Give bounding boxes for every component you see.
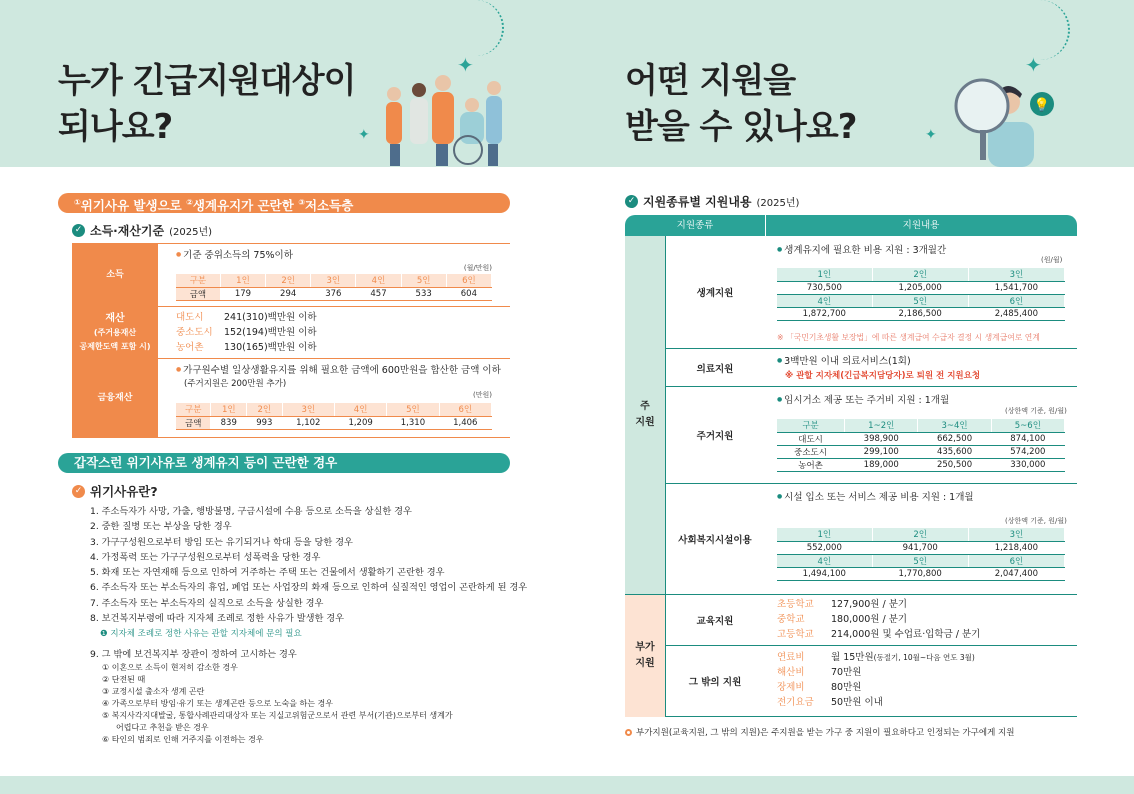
left-title-line-2: 되나요? <box>58 107 173 147</box>
sparkle-icon: ✦ <box>358 127 370 143</box>
living-note: ※ 「국민기초생활 보장법」에 따른 생계급여 수급자 결정 시 생계급여로 연계 <box>777 333 1040 342</box>
other-item: 장제비 80만원 <box>777 682 862 693</box>
sub-list-item: 어렵다고 추천을 받은 경우 <box>116 722 209 732</box>
welfare-support-desc: ● 시설 입소 또는 서비스 제공 비용 지원 : 1개월 <box>777 490 974 505</box>
right-page-title <box>625 58 856 150</box>
medical-support-row <box>665 349 1077 387</box>
other-support-name: 그 밖의 지원 <box>688 677 742 688</box>
sub-list-item: ④ 가족으로부터 방임·유기 또는 생계곤란 등으로 노숙을 하는 경우 <box>102 698 333 708</box>
list-item: 6. 주소득자 또는 부소득자의 휴업, 폐업 또는 사업장의 화재 등으로 인하여 실질적인 영업이 곤란하게 된 경우 <box>90 582 528 594</box>
sparkle-icon: ✦ <box>925 127 937 143</box>
sub-list-item: ② 단전된 때 <box>102 674 146 684</box>
other-item: 전기요금 50만원 이내 <box>777 697 883 708</box>
property-list <box>176 310 317 355</box>
property-item: 중소도시 152(194)백만원 이하 <box>176 327 317 338</box>
right-title-line-1: 어떤 지원을 <box>625 61 796 101</box>
living-support-desc: ● 생계유지에 필요한 비용 지원 : 3개월간 <box>777 243 946 258</box>
circle-bullet-icon <box>625 729 632 736</box>
column-header: 지원내용 <box>902 220 940 231</box>
medical-support-name: 의료지원 <box>696 363 734 375</box>
welfare-support-row <box>665 484 1077 594</box>
education-item: 초등학교 127,900원 / 분기 <box>777 599 908 610</box>
medical-note: ※ 관할 지자체(긴급복지담당자)로 퇴원 전 지원요청 <box>785 371 981 381</box>
crisis-note: ❶ 지자체 조례로 정한 사유는 관할 지자체에 문의 필요 <box>100 629 302 640</box>
footer-band <box>0 776 1134 794</box>
property-item: 농어촌 130(165)백만원 이하 <box>176 342 317 353</box>
living-support-row <box>665 236 1077 349</box>
other-support-row <box>665 646 1077 717</box>
other-item: 연료비 월 15만원 (동절기, 10월~다음 연도 3월) <box>777 652 975 663</box>
list-item: 7. 주소득자 또는 부소득자의 실직으로 소득을 상실한 경우 <box>90 597 324 609</box>
list-item: 3. 가구구성원으로부터 방임 또는 유기되거나 학대 등을 당한 경우 <box>90 536 353 548</box>
living-support-name: 생계지원 <box>696 288 734 299</box>
sub-list-item: ⑥ 타인의 범죄로 인해 거주지를 이전하는 경우 <box>102 734 264 744</box>
welfare-unit: (상한액 기준, 원/월) <box>1005 517 1067 525</box>
sparkle-icon: ✦ <box>1025 53 1042 77</box>
sub-list-item: ① 이혼으로 소득이 현저히 감소한 경우 <box>102 662 238 672</box>
income-row <box>72 243 510 307</box>
sub-list-item: ③ 교정시설 출소자 생계 곤란 <box>102 686 205 696</box>
education-support-row <box>665 594 1077 646</box>
list-item: 2. 중한 질병 또는 부상을 당한 경우 <box>90 521 232 533</box>
criteria-heading: ✓ 소득·재산기준 (2025년) <box>72 222 212 239</box>
income-criterion: ● 기준 중위소득의 75%이하 <box>176 248 293 263</box>
people-group-illustration <box>380 72 510 168</box>
list-item: 1. 주소득자가 사망, 가출, 행방불명, 구금시설에 수용 등으로 소득을 상실한 경우 <box>90 506 412 517</box>
left-page-title <box>58 58 355 150</box>
check-circle-icon: ✓ <box>625 195 638 208</box>
sparkle-icon: ✦ <box>457 53 474 77</box>
financial-unit: (만원) <box>473 391 492 399</box>
welfare-support-name: 사회복지시설이용 <box>678 535 752 546</box>
housing-support-desc: ● 임시거소 제공 또는 주거비 지원 : 1개월 <box>777 393 949 408</box>
financial-criterion: ● 가구원수별 일상생활유지를 위해 필요한 금액에 600만원을 합산한 금액 이하 <box>176 363 501 378</box>
housing-support-row <box>665 387 1077 484</box>
income-label: 소득 <box>72 243 158 306</box>
check-circle-icon: ✓ <box>72 224 85 237</box>
medical-support-desc: ● 3백만원 이내 의료서비스(1회) <box>777 354 980 369</box>
info-icon: ❶ <box>100 629 111 640</box>
property-label: 재산 (주거용재산 공제한도액 포함 시) <box>72 307 158 358</box>
right-title-line-2: 받을 수 있나요? <box>625 107 857 147</box>
welfare-amount-table: 1인 2인 3인 552,000 941,700 1,218,400 4인 5인 6인 1,494,100 1,770,800 2,047,400 <box>777 528 1065 581</box>
living-amount-table: 1인 2인 3인 730,500 1,205,000 1,541,700 4인 5인 6인 1,872,700 2,186,500 2,485,400 <box>777 268 1065 321</box>
living-unit: (원/월) <box>1041 256 1063 264</box>
magnifier-person-illustration <box>950 72 1070 167</box>
svg-text:💡: 💡 <box>1033 98 1051 113</box>
crisis-list <box>90 504 527 746</box>
target-condition-banner: ①위기사유 발생으로 ②생계유지가 곤란한 ③저소득층 <box>58 193 510 213</box>
column-header: 지원종류 <box>676 220 714 231</box>
list-item: 5. 화재 또는 자연재해 등으로 인하여 거주하는 주택 또는 건물에서 생활하기 곤란한 경우 <box>90 567 445 579</box>
housing-amount-table: 구분 1~2인 3~4인 5~6인 대도시 398,900 662,500 874,100 중소도시 299,100 435,600 574,200 농어촌 189,000 250,500 330,000 <box>777 419 1065 472</box>
crisis-banner: 갑작스런 위기사유로 생계유지 등이 곤란한 경우 <box>58 453 510 473</box>
list-item: 9. 그 밖에 보건복지부 장관이 정하여 고시하는 경우 <box>90 648 297 660</box>
education-item: 고등학교 214,000원 및 수업료·입학금 / 분기 <box>777 629 981 640</box>
property-item: 대도시 241(310)백만원 이하 <box>176 312 317 323</box>
housing-support-name: 주거지원 <box>696 431 734 442</box>
sub-list-item: ⑤ 복지사각지대발굴, 통합사례관리대상자 또는 지실고위험군으로서 관련 부서(기관)으로부터 생계가 <box>102 710 453 720</box>
income-unit: (월/만원) <box>463 264 492 272</box>
financial-label: 금융재산 <box>72 359 158 437</box>
support-heading: ✓ 지원종류별 지원내용 (2025년) <box>625 193 799 210</box>
check-circle-icon: ✓ <box>72 485 85 498</box>
education-item: 중학교 180,000원 / 분기 <box>777 614 908 625</box>
property-row <box>72 307 510 359</box>
list-item: 8. 보건복지부령에 따라 지자체 조례로 정한 사유가 발생한 경우 <box>90 613 345 625</box>
extra-support-label: 부가 지원 <box>625 594 665 717</box>
financial-row <box>72 359 510 438</box>
main-support-label: 주 지원 <box>625 236 665 594</box>
other-item: 해산비 70만원 <box>777 667 862 678</box>
crisis-heading: ✓ 위기사유란? <box>72 482 158 500</box>
housing-unit: (상한액 기준, 원/월) <box>1005 407 1067 415</box>
financial-note: (주거지원은 200만원 추가) <box>184 379 287 389</box>
left-title-line-1: 누가 긴급지원대상이 <box>58 61 356 101</box>
income-table: 구분 1인 2인 3인 4인 5인 6인 금액 179 294 376 457 533 604 <box>176 274 492 301</box>
education-support-name: 교육지원 <box>696 615 734 627</box>
support-footnote: 부가지원(교육지원, 그 밖의 지원)은 주지원을 받는 가구 중 지원이 필요하다고 인정되는 가구에게 지원 <box>625 726 1014 738</box>
financial-table: 구분 1인 2인 3인 4인 5인 6인 금액 839 993 1,102 1,209 1,310 1,406 <box>176 403 492 430</box>
list-item: 4. 가정폭력 또는 가구구성원으로부터 성폭력을 당한 경우 <box>90 551 321 563</box>
support-table-header <box>625 215 1077 236</box>
